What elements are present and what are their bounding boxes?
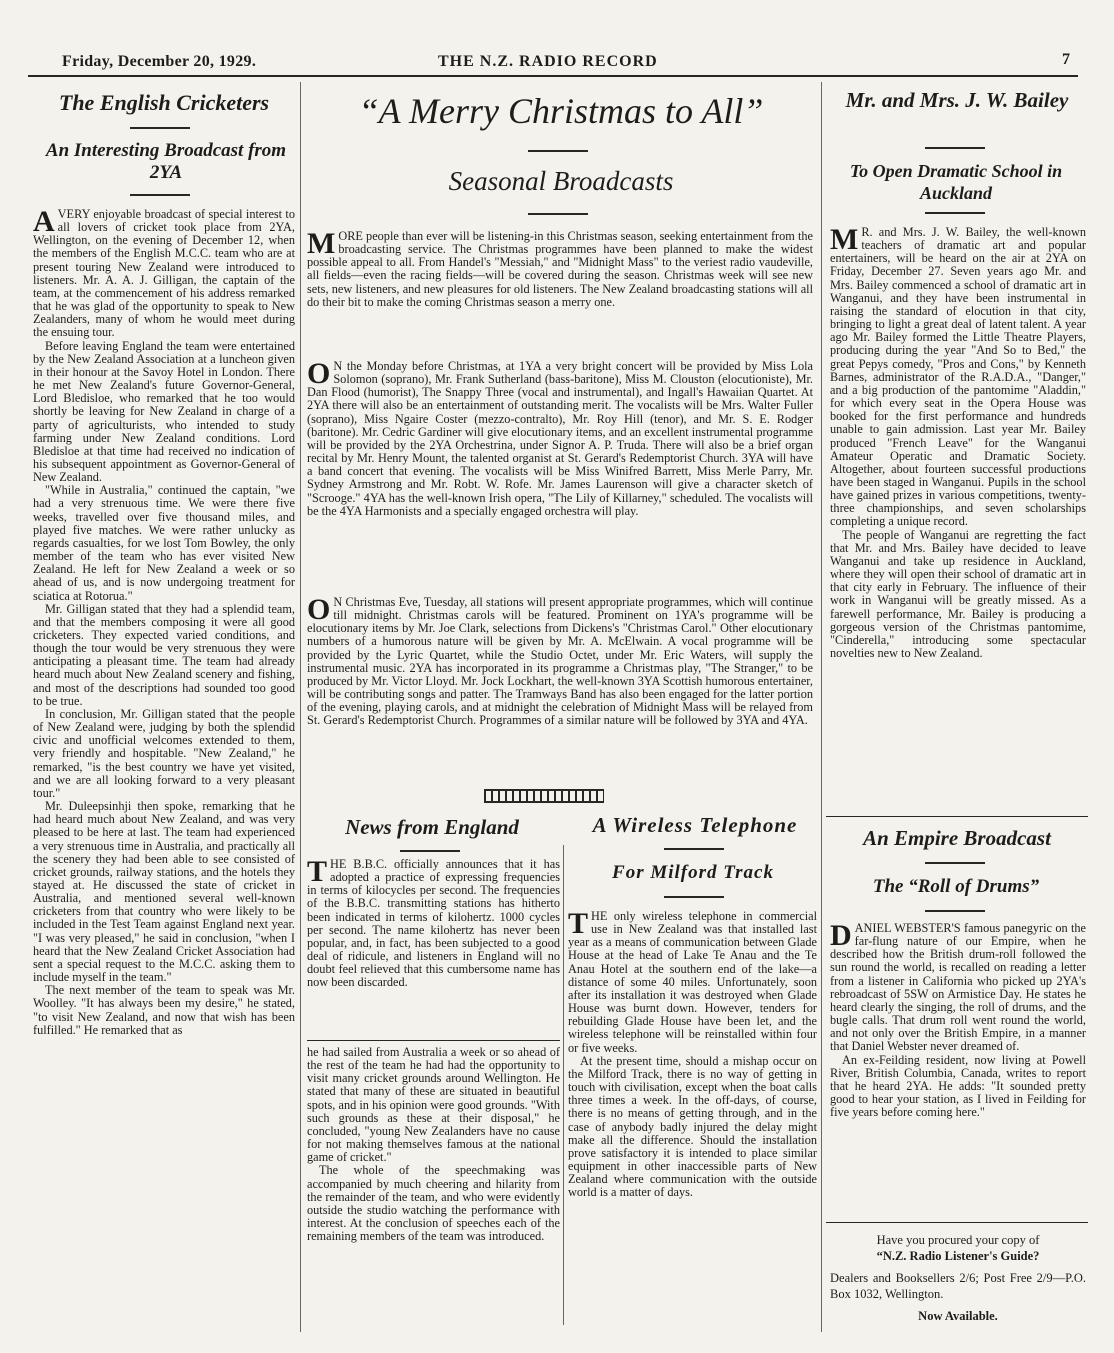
title-rule (925, 212, 985, 214)
advert-line: Now Available. (918, 1309, 998, 1323)
issue-date: Friday, December 20, 1929. (62, 53, 257, 70)
title-rule (130, 194, 190, 196)
masthead: THE N.Z. RADIO RECORD (438, 53, 658, 70)
title-rule (925, 147, 985, 149)
column-divider (300, 82, 301, 1332)
cricketers-continuation (307, 1046, 560, 1326)
drop-cap: T (307, 858, 328, 888)
drop-cap: M (830, 226, 859, 256)
paragraph: ORE people than ever will be listening-in this Christmas season, seeking entertainment from the broadcasting service. The Christmas programmes have been planned to make the widest possible appeal to all. From Handel's "Messiah," and "Midnight Mass" to the veriest radio vaudeville, all fields—even the racing fields—will be covered during the season. Christmas week will see new sets, new listeners, and new pleasures for old listeners. The New Zealand broadcasting stations will all do their bit to make the coming Christmas season a merry one. (307, 230, 813, 309)
drop-cap: M (307, 230, 336, 260)
news-title: News from England (345, 815, 519, 839)
header-rule (28, 75, 1078, 77)
section-rule (307, 1040, 560, 1041)
paragraph: The next member of the team to speak was Mr. Woolley. "It has always been my desire," he stated, "to visit New Zealand, and now that wish has been fulfilled." He remarked that as (33, 983, 295, 1037)
christmas-monday (307, 360, 813, 584)
column-divider (563, 845, 564, 1325)
drop-cap: O (307, 596, 331, 626)
section-rule (826, 816, 1088, 817)
paragraph: The whole of the speechmaking was accompanied by much cheering and hilarity from the remainder of the team, and who were evidently outside the studio watching the performance with interest. At the conclusion of speeches each of the remaining members of the team was introduced. (307, 1163, 560, 1244)
telephone-title: A Wireless Telephone (592, 813, 798, 837)
bailey-body (830, 226, 1086, 806)
cricketers-subtitle: An Interesting Broadcast from 2YA (45, 140, 287, 183)
drop-cap: D (830, 922, 852, 952)
paragraph: N Christmas Eve, Tuesday, all stations will present appropriate programmes, which will continue till midnight. Christmas carols will be featured. Prominent on 1YA's programme will be elocutionary items by Mr. Joe Clark, selections from Dickens's "Christmas Carol." Other elocutionary numbers of a humorous nature will be given by Mr. A. McElwain. A vocal programme will be provided by the Lyric Quartet, while the Studio Octet, under Mr. Eric Waters, will supply the instrumental music. 2YA has incorporated in its programme a Christmas play, "The Stranger," to be produced by Mr. Victor Lloyd. Mr. Jock Lockhart, the well-known 3YA Scottish humorous entertainer, will be contributing songs and patter. The Tramways Band has also been engaged for the latter portion of the evening, playing carols, and at midnight the celebration of Midnight Mass will be relayed from St. Gerard's Redemptorist Church. Programmes of a similar nature will be followed by 3YA and 4YA. (307, 596, 813, 728)
paragraph: R. and Mrs. J. W. Bailey, the well-known teachers of dramatic art and popular entertainers, will be heard on the air at 2YA on Friday, December 27. Seven years ago Mr. and Mrs. Bailey commenced a school of dramatic art in Wanganui, and they have been instrumental in raising the standard of elocution in that city, bringing to light a great deal of latent talent. A year ago Mr. Bailey formed the Little Theatre Players, producing during the year "And So to Bed," the great Pepys comedy, "Pros and Cons," by Kenneth Barnes, administrator of the R.A.D.A., "Danger," and a big production of the pantomime "Aladdin," for which every seat in the Opera House was booked for the first performance and hundreds unable to gain admission. Last year Mr. Bailey produced "French Leave" for the Wanganui Amateur Operatic and Dramatic Society. Altogether, about fourteen successful productions have been staged in Wanganui. Pupils in the school have gained prizes in various competitions, twenty-three championships, and seven scholarships completing a unique record. (830, 226, 1086, 529)
telephone-subtitle: For Milford Track (612, 862, 774, 883)
paragraph: HE B.B.C. officially announces that it has adopted a practice of expressing frequencies in terms of kilocycles per second. The frequencies of the B.B.C. transmitting stations has hitherto been indicated in terms of kilohertz. 1000 cycles per second. The name kilohertz has never been popular, and, in fact, has been subjected to a good deal of ridicule, and listeners in England will no doubt feel relieved that this cumbersome name has now been discarded. (307, 858, 560, 990)
advert-line: Have you procured your copy of (876, 1233, 1040, 1247)
telephone-body (568, 910, 817, 1325)
drop-cap: O (307, 360, 331, 390)
paragraph: N the Monday before Christmas, at 1YA a very bright concert will be provided by Miss Lola Solomon (soprano), Mr. Frank Sutherland (bass-baritone), Miss M. Clouston (elocutioniste), Mr. Dan Flood (humorist), The Snappy Three (vocal and instrumental), and Ingall's Hawaiian Quartet. At 2YA there will also be an entertainment of outstanding merit. The vocalists will be Mrs. Walter Fuller (soprano), Miss Ngaire Coster (mezzo-contralto), Mr. Roy Hill (tenor), and Mr. S. E. Rodger (baritone). Mr. Cedric Gardiner will give elocutionary items, and an excellent instrumental programme will be provided by the 2YA Orchestrina, under Signor A. P. Truda. There will also be a brief organ recital by Mr. Henry Mount, the talented organist at St. Gerard's Redemptorist Church. 3YA will have a band concert that evening. The vocalists will be Miss Winifred Barrett, Miss Merle Parry, Mr. Sydney Armstrong and Mr. Robt. W. Rofe. Mr. James Laurenson will give a character sketch of "Scrooge." 4YA has the well-known Irish opera, "The Lily of Killarney," scheduled. The vocalists will be the 4YA Harmonists and a specially engaged orchestra will play. (307, 360, 813, 518)
paragraph: At the present time, should a mishap occur on the Milford Track, there is no way of getting in touch with civilisation, except when the boat calls three times a week. In the off-days, of course, there is no means of getting through, and in the case of anybody badly injured the delay might make all the difference. Should the installation prove satisfactory it is intended to place similar equipment in other inaccessible parts of New Zealand where communication with the outside world is a matter of days. (568, 1053, 817, 1200)
paragraph: VERY enjoyable broadcast of special interest to all lovers of cricket took place from 2YA, Wellington, on the evening of December 12, when the members of the English M.C.C. team who are at present touring New Zealand were introduced to listeners. Mr. A. A. J. Gilligan, the captain of the team, at the commencement of his address remarked that he was glad of the opportunity to speak to New Zealanders, many of whom he would meet during the ensuing tour. (33, 208, 295, 340)
title-rule (664, 896, 724, 898)
paragraph: HE only wireless telephone in commercial use in New Zealand was that installed last year as a means of communication between Glade House at the head of Lake Te Anau and the Te Anau Hotel at the southern end of the lake—a distance of some 40 miles. Unfortunately, soon after its installation it was destroyed when Glade House was burnt down. However, tenders for rebuilding Glade House have been let, and the wireless telephone will be reinstalled within four or five weeks. (568, 910, 817, 1055)
paragraph: Mr. Duleepsinhji then spoke, remarking that he had heard much about New Zealand, and was very pleased to be here at last. The team had experienced a very strenuous time in Australia, and practically all the scenery they had been able to see consisted of cricket grounds, railway stations, and the hotels they stayed at. He discussed the state of cricket in Australia, and mentioned several well-known cricketers from that country who were likely to be included in the Test Team against England next year. "I was very pleased," he said in conclusion, "when I heard that the New Zealand Cricket Association had sent a special request to the M.C.C. asking them to include myself in the team." (33, 799, 295, 985)
cricketers-body (33, 208, 295, 1320)
guide-advert (830, 1232, 1086, 1324)
paragraph: ANIEL WEBSTER'S famous panegyric on the far-flung nature of our Empire, when he described how the British drum-roll followed the sun round the world, is recalled on reading a letter from a listener in California who picked up 2YA's rebroadcast of 5SW on Armistice Day. He states he heard clearly the singing, the roll of drums, and the bugle calls. That drum roll went round the world, and not only over the British Empire, in a manner that Daniel Webster never dreamed of. (830, 922, 1086, 1054)
bailey-title: Mr. and Mrs. J. W. Bailey (845, 88, 1069, 112)
empire-body (830, 922, 1086, 1216)
title-rule (925, 910, 985, 912)
paragraph: "While in Australia," continued the captain, "we had a very strenuous time. We were there five weeks, travelled over five thousand miles, and played five matches. We were rather unlucky as regards casualties, for we lost Tom Bowley, the only member of the team who has ever visited New Zealand. He left for New Zealand a week or so ahead of us, and is now undergoing treatment for sciatica at Rotorua." (33, 483, 295, 603)
page-number: 7 (1062, 51, 1071, 68)
christmas-intro (307, 230, 813, 346)
ornament-divider (484, 789, 604, 803)
title-rule (528, 213, 588, 215)
title-rule (400, 850, 460, 852)
news-body (307, 858, 560, 1033)
christmas-subtitle: Seasonal Broadcasts (448, 166, 674, 196)
title-rule (925, 862, 985, 864)
cricketers-title: The English Cricketers (58, 90, 270, 115)
bailey-subtitle: To Open Dramatic School in Auckland (849, 161, 1063, 203)
christmas-title: “A Merry Christmas to All” (358, 91, 764, 131)
paragraph: The people of Wanganui are regretting the fact that Mr. and Mrs. Bailey have decided to leave Wanganui and take up residence in Auckland, where they will open their school of dramatic art in that city early in February. The influence of their work in Wanganui will be greatly missed. As a farewell performance, Mr. Bailey is producing a gorgeous version of the Christmas pantomime, "Cinderella," introducing some spectacular novelties new to New Zealand. (830, 527, 1086, 660)
drop-cap: T (568, 910, 589, 940)
title-rule (528, 150, 588, 152)
paragraph: Mr. Gilligan stated that they had a splendid team, and that the members composing it were all good cricketers. They expected varied conditions, and though the tour would be very strenuous they were anticipating a pleasant time. The team had already heard much about New Zealand scenery and fishing, and most of the descriptions had sounded too good to be true. (33, 601, 295, 708)
advert-line: “N.Z. Radio Listener's Guide? (876, 1249, 1040, 1263)
section-rule (826, 1222, 1088, 1223)
paragraph: In conclusion, Mr. Gilligan stated that the people of New Zealand were, judging by both the splendid civic and unofficial welcomes extended to them, very friendly and hospitable. "New Zealand," he remarked, "is the best country we have yet visited, and we are all looking forward to a very pleasant tour." (33, 706, 295, 800)
paragraph: Before leaving England the team were entertained by the New Zealand Association at a luncheon given in their honour at the Savoy Hotel in London. There he met New Zealand's future Governor-General, Lord Bledisloe, who remarked that he too would shortly be leaving for New Zealand in charge of a party of agriculturists, who intended to study farming under New Zealand conditions. Lord Bledisloe at that time had received no indication of his subsequent appointment as Governor-General of New Zealand. (33, 338, 295, 485)
title-rule (664, 848, 724, 850)
christmas-eve (307, 596, 813, 780)
empire-title: An Empire Broadcast (863, 826, 1051, 850)
paragraph: he had sailed from Australia a week or so ahead of the rest of the team he had had the opportunity to visit many cricket grounds around Wellington. He stated that many of these are situated in beautiful spots, and in his opinion were good grounds. "With such grounds as these at their disposal," he concluded, "young New Zealanders have no cause for not making themselves famous at the national game of cricket." (307, 1046, 560, 1165)
empire-subtitle: The “Roll of Drums” (872, 876, 1040, 897)
drop-cap: A (33, 208, 55, 238)
column-divider (821, 82, 822, 1332)
paragraph: An ex-Feilding resident, now living at Powell River, British Columbia, Canada, writes to report that he heard 2YA. He adds: "It sounded pretty good to hear your station, as I lived in Feilding for five years before coming here." (830, 1052, 1086, 1120)
advert-line: Dealers and Booksellers 2/6; Post Free 2/9—P.O. Box 1032, Wellington. (830, 1271, 1086, 1301)
title-rule (130, 127, 190, 129)
